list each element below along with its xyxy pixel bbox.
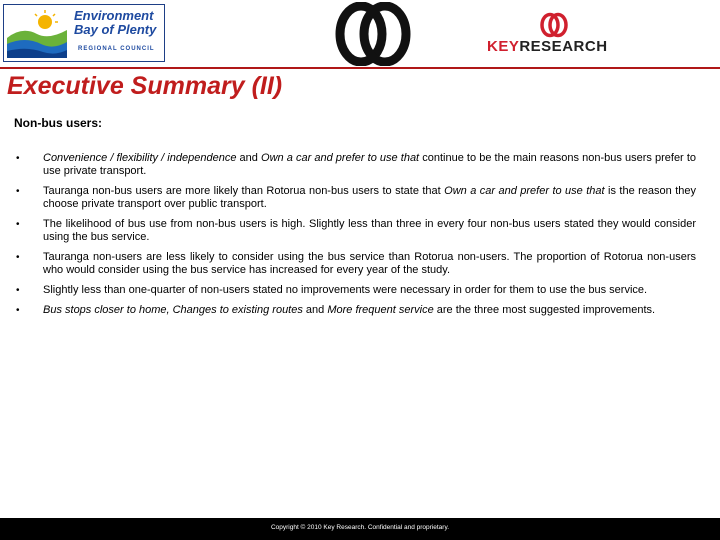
bullet-emphasis: Convenience / flexibility / independence [43,152,237,164]
logo-line-1: Environment [74,8,154,23]
logo-subtitle: REGIONAL COUNCIL [78,46,155,52]
header-divider [0,67,720,69]
bullet-marker: • [16,285,20,296]
key-research-wordmark [487,38,608,55]
bullet-marker: • [16,186,20,197]
bullet-text: Tauranga non-users are less likely to consider using the bus service than Rotorua non-users. The proportion of Rotorua non-users who would consider using the bus service has increased for every year of the study. [43,251,696,276]
bullet-text: Tauranga non-bus users are more likely than Rotorua non-bus users to state that [43,185,445,197]
bullet-item [14,284,696,297]
bullet-text: The likelihood of bus use from non-bus users is high. Slightly less than three in every four non-bus users stated they would consider using the bus service. [43,218,696,243]
bullet-text: and [302,304,328,316]
bullet-text: and [236,152,262,164]
bullet-text: is the reason they choose private transport over public transport. [43,185,696,210]
section-subheading: Non-bus users: [14,116,103,130]
bullet-marker: • [16,219,20,230]
bullet-item [14,251,696,277]
bullet-text: Slightly less than one-quarter of non-users stated no improvements were necessary in order for them to use the bus service. [43,284,648,296]
logo-wordmark [74,9,156,37]
bullet-marker: • [16,305,20,316]
bullet-item [14,218,696,244]
bullet-item [14,152,696,178]
bullet-emphasis: Own a car and prefer to use that [444,185,605,197]
bullet-item [14,304,696,317]
bullet-emphasis: Bus stops closer to home, Changes to existing routes [43,304,303,316]
bullet-emphasis: Own a car and prefer to use that [261,152,420,164]
key-research-small-mark-icon [538,12,570,38]
key-research-large-mark-icon [333,2,413,66]
wordmark-key: KEY [487,38,520,55]
bullet-marker: • [16,252,20,263]
bullet-item [14,185,696,211]
landscape-icon [7,8,67,58]
bullet-text: continue to be the main reasons non-bus users prefer to use private transport. [43,152,696,177]
footer-bar [0,518,720,540]
copyright-notice: Copyright © 2010 Key Research. Confidential and proprietary. [270,524,450,531]
bullet-list [14,152,696,324]
logo-line-2: Bay of Plenty [74,22,157,37]
header-band [0,0,720,68]
environment-bay-of-plenty-logo [3,4,165,62]
page-title: Executive Summary (II) [7,72,283,100]
bullet-text: are the three most suggested improvements. [433,304,656,316]
bullet-emphasis: More frequent service [327,304,434,316]
bullet-marker: • [16,153,20,164]
wordmark-research: RESEARCH [519,38,608,55]
